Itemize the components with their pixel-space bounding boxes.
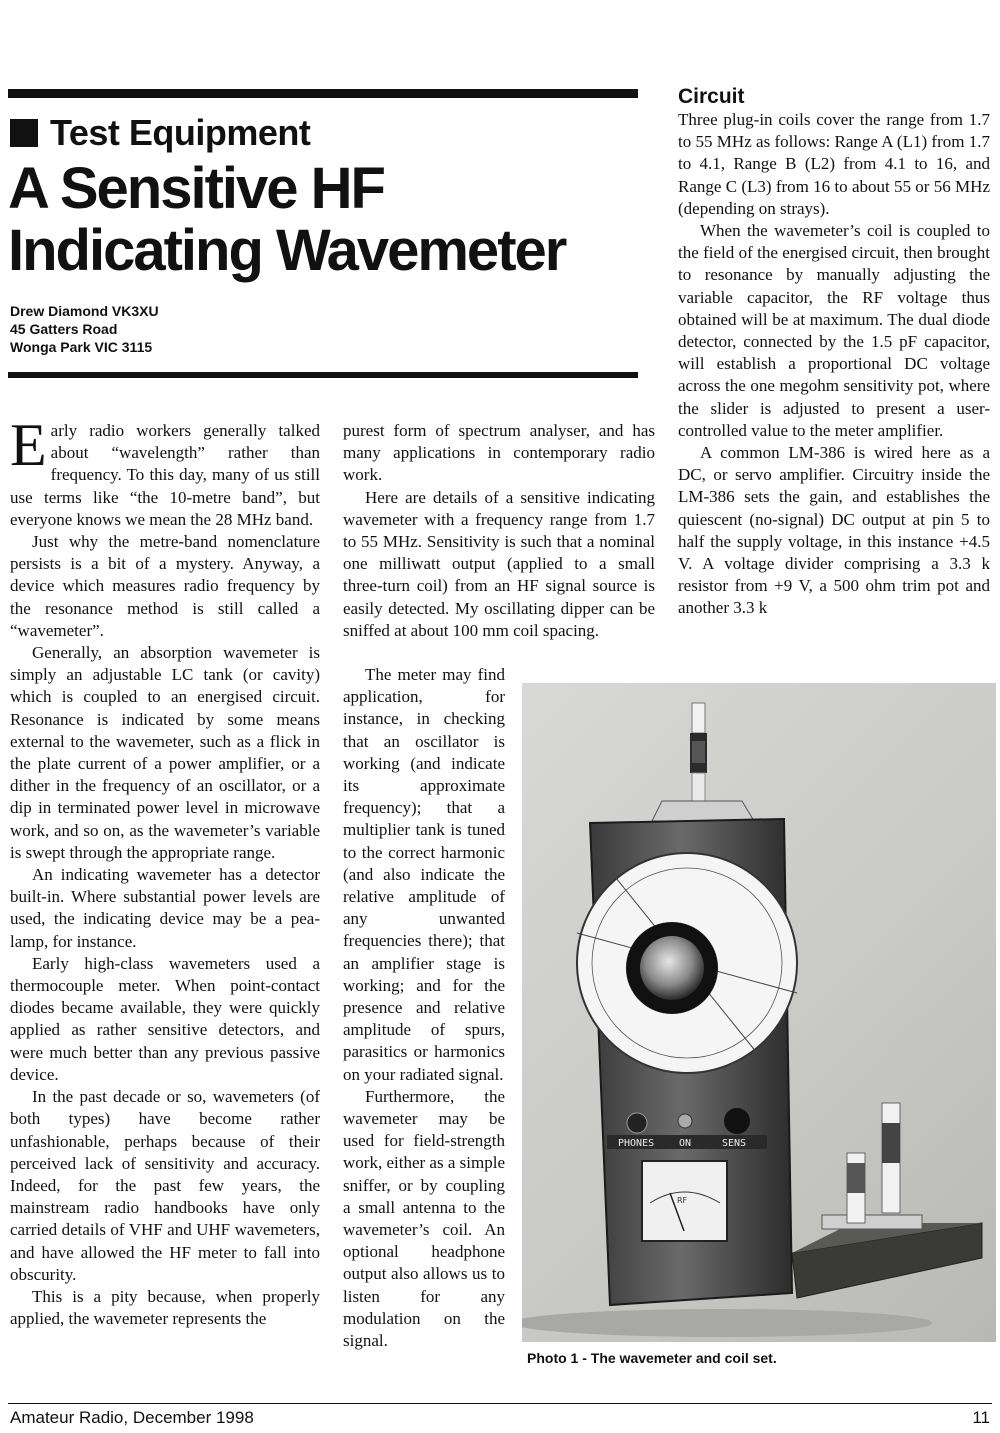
paragraph: In the past decade or so, wavemeters (of both types) have become rather unfashionable, perhaps because of their perceived lack of sensitivity and accuracy. Indeed, for the past few years, the mainstream radio handbooks have only carried details of VHF and UHF wavemeters, and have allowed the HF meter to fall into obscurity. — [10, 1087, 320, 1284]
title-line-2: Indicating Wavemeter — [8, 218, 566, 283]
column-2-narrow — [343, 664, 505, 1352]
paragraph: The meter may find application, for instance, in checking that an oscillator is working (and indicate its approximate frequency); that a multiplier tank is tuned to the correct harmonic (and also indicate the relative amplitude of any unwanted frequencies there); that an amplifier stage is working; and for the presence and relative amplitude of spurs, parasitics or harmonics on your radiated signal. — [343, 665, 505, 1084]
meter-rf-label: RF — [677, 1196, 688, 1205]
paragraph: When the wavemeter’s coil is coupled to the field of the energised circuit, then brought to resonance by manually adjusting the variable capacitor, the RF voltage thus obtained will be at maximum. The dual diode detector, connected by the 1.5 pF capacitor, will establish a proportional DC voltage across the one megohm sensitivity pot, where the slider is adjusted to present a user-controlled value to the meter amplifier. — [678, 221, 990, 440]
phones-label: PHONES — [618, 1138, 655, 1149]
page-number: 11 — [972, 1408, 990, 1427]
paragraph: An indicating wavemeter has a detector built-in. Where substantial power levels are used, the indicating device may be a pea-lamp, for instance. — [10, 865, 320, 951]
column-2 — [343, 420, 655, 642]
drop-cap: E — [10, 412, 47, 478]
author-city: Wonga Park VIC 3115 — [10, 339, 153, 355]
paragraph: Early high-class wavemeters used a thermocouple meter. When point-contact diodes became available, they were quickly applied as rather sensitive detectors, and were much better than any previous passive device. — [10, 953, 320, 1084]
paragraph: Just why the metre-band nomenclature persists is a bit of a mystery. Anyway, a device which measures radio frequency by the resonance method is still called a “wavemeter”. — [10, 532, 320, 640]
paragraph: purest form of spectrum analyser, and has many applications in contemporary radio work. — [343, 421, 655, 485]
section-title: Test Equipment — [50, 112, 311, 153]
article-title — [8, 158, 658, 282]
column-3 — [678, 85, 990, 620]
title-line-1: A Sensitive HF — [8, 156, 384, 221]
on-label: ON — [679, 1138, 692, 1149]
paragraph: Three plug-in coils cover the range from 1.7 to 55 MHz as follows: Range A (L1) from 1.7 to 4.1, Range B (L2) from 4.1 to 16, and Range C (L3) from 16 to about 55 or 56 MHz (depending on strays). — [678, 110, 990, 218]
paragraph: Generally, an absorption wavemeter is simply an adjustable LC tank (or cavity) which is coupled to an energised circuit. Resonance is indicated by some means external to the wavemeter, such as a flick in the plate current of a power amplifier, or a dither in the frequency of an oscillator, or a dip in terminated power level in microwave work, and so on, as the wavemeter’s variable is swept through the appropriate range. — [10, 643, 320, 862]
top-rule — [8, 89, 638, 98]
publication-info: Amateur Radio, December 1998 — [10, 1408, 254, 1427]
paragraph: Furthermore, the wavemeter may be used for field-strength work, either as a simple sniffer, or by coupling a small antenna to the wavemeter’s coil. An optional headphone output also allows us to listen for any modulation on the signal. — [343, 1086, 505, 1351]
sens-label: SENS — [722, 1138, 747, 1149]
wavemeter-illustration — [522, 683, 996, 1342]
column-1 — [10, 412, 320, 1330]
paragraph: This is a pity because, when properly applied, the wavemeter represents the — [10, 1286, 320, 1329]
section-label — [10, 112, 310, 154]
author-name: Drew Diamond VK3XU — [10, 303, 159, 319]
paragraph: Here are details of a sensitive indicating wavemeter with a frequency range from 1.7 to 55 MHz. Sensitivity is such that a nominal one milliwatt output (applied to a small three-turn coil) from an HF signal source is easily detected. My oscillating dipper can be sniffed at about 100 mm coil spacing. — [343, 487, 655, 640]
paragraph: Early radio workers generally talked about “wavelength” rather than frequency. To this day, many of us still use terms like “the 10-metre band”, but everyone knows we mean the 28 MHz band. — [10, 412, 320, 529]
author-byline — [10, 302, 159, 356]
author-street: 45 Gatters Road — [10, 321, 118, 337]
byline-rule — [8, 372, 638, 378]
footer-rule — [8, 1403, 992, 1404]
wavemeter-photo — [522, 683, 996, 1342]
circuit-heading: Circuit — [678, 85, 745, 108]
photo-caption: Photo 1 - The wavemeter and coil set. — [527, 1350, 777, 1366]
paragraph: A common LM-386 is wired here as a DC, or servo amplifier. Circuitry inside the LM-386 sets the gain, and establishes the quiescent (no-signal) DC output at pin 5 to half the supply voltage, in this instance +4.5 V. A voltage divider comprising a 3.3 k resistor from +9 V, a 500 ohm trim pot and another 3.3 k — [678, 443, 990, 618]
section-square-icon — [10, 119, 38, 147]
